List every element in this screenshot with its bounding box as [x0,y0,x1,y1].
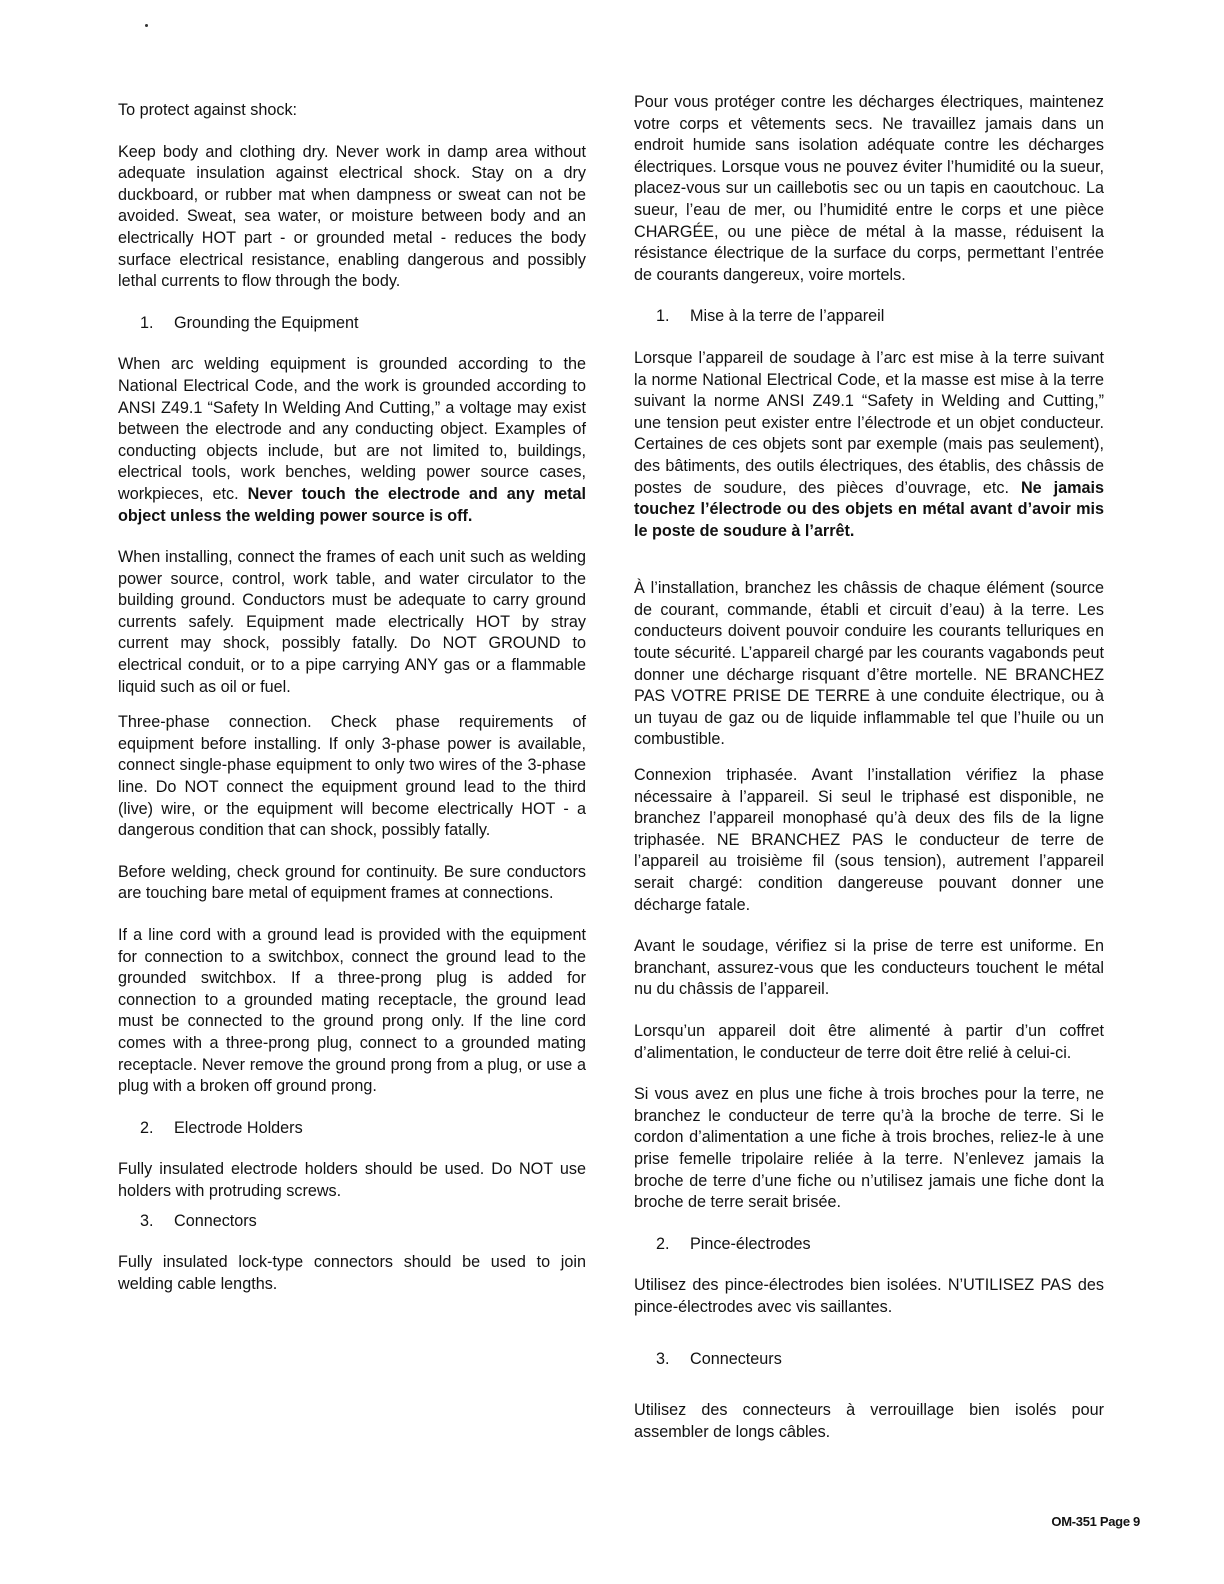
paragraph-three-phase: Three-phase connection. Check phase requirements of equipment before installing. If only 3-phase power is available, connect single-phase equipment to only two wires of the 3-phase line. Do NOT connect the equipment ground lead to the third (live) wire, or the equipment will become electrically HOT - a dangerous condition that can shock, possibly fatally. [118,713,586,840]
paragraph-installing: When installing, connect the frames of each unit such as welding power source, control, work table, and water circulator to the building ground. Conductors must be adequate to carry ground currents safely. Equipment made electrically HOT by stray current may shock, possibly fatally. Do NOT GROUND to electrical conduit, or to a pipe carrying ANY gas or a flammable liquid such as oil or fuel. [118,548,586,696]
section-number: 3. [656,1349,670,1368]
section-label: Electrode Holders [174,1118,303,1137]
paragraph-dry-fr: Pour vous protéger contre les décharges électriques, maintenez votre corps et vêtements secs. Ne travaillez jamais dans un endroit humide sans isolation adéquate contre les décharges électriques. Lorsque vous ne pouvez éviter l’humidité ou la sueur, placez-vous sur un caillebotis sec ou un tapis en caoutchouc. La sueur, l’eau de mer, ou l’humidité entre le corps et une pièce CHARGÉE, ou une pièce de métal à la masse, réduisent la résistance électrique de la surface du corps, permettant l’entrée de courants dangereux, voire mortels. [634,93,1104,284]
warning-text: Ne jamais touchez l’électrode ou des objets en métal avant d’avoir mis le poste de soudure à l’arrêt. [634,478,1104,540]
section-heading-grounding-fr [634,306,1104,328]
section-label: Mise à la terre de l’appareil [690,307,885,326]
section-label: Connecteurs [690,1349,782,1368]
section-number: 1. [656,307,670,326]
paragraph-holders: Fully insulated electrode holders should be used. Do NOT use holders with protruding screws. [118,1160,586,1200]
paragraph-three-phase-fr: Connexion triphasée. Avant l’installation vérifiez la phase nécessaire à l’appareil. Si seul le triphasé est disponible, ne branchez l’appareil monophasé qu’à deux des fils de la ligne triphasée. NE BRANCHEZ PAS le conducteur de terre de l’appareil au troisième fil (sous tension), autrement l’appareil serait chargé: condition dangereuse pouvant donner une décharge fatale. [634,766,1104,914]
section-label: Grounding the Equipment [174,313,359,332]
section-heading-electrode-holders [118,1118,586,1140]
paragraph-installing-fr: À l’installation, branchez les châssis de chaque élément (source de courant, commande, établi et circuit d’eau) à la terre. Les conducteurs doivent pouvoir conduire les courants telluriques en toute sécurité. L’appareil chargé par les courants vagabonds peut donner une décharge risquant d’être mortelle. NE BRANCHEZ PAS VOTRE PRISE DE TERRE à une conduite électrique, ou à un tuyau de gaz ou de liquide inflammable tel que l’huile ou un combustible. [634,579,1104,749]
paragraph-connectors-fr: Utilisez des connecteurs à verrouillage bien isolés pour assembler de longs câbles. [634,1401,1104,1441]
paragraph-fiche-fr: Si vous avez en plus une fiche à trois broches pour la terre, ne branchez le conducteur de terre qu’à la broche de terre. Si le cordon d’alimentation a une fiche à trois broches, reliez-le à une prise femelle tripolaire reliée à la terre. N’enlevez jamais la broche de terre d’une fiche ou n’utilisez jamais une fiche dont la broche de terre serait brisée. [634,1085,1104,1212]
english-column [118,100,586,1295]
paragraph-holders-fr: Utilisez des pince-électrodes bien isolées. N’UTILISEZ PAS des pince-électrodes avec vis saillantes. [634,1276,1104,1316]
section-heading-electrode-holders-fr [634,1234,1104,1256]
intro-text: To protect against shock: [118,101,298,119]
paragraph-grounding-fr [634,348,1104,542]
page-number: OM-351 Page 9 [1051,1514,1140,1529]
paragraph-coffret-fr: Lorsqu’un appareil doit être alimenté à partir d’un coffret d’alimentation, le conducteur de terre doit être relié à celui-ci. [634,1021,1104,1062]
section-heading-connectors-fr [634,1349,1104,1371]
section-label: Connectors [174,1211,257,1230]
scan-speck [145,24,148,27]
paragraph-grounding-text: Lorsque l’appareil de soudage à l’arc est mise à la terre suivant la norme National Electrical Code, et la masse est mise à la terre suivant la norme ANSI Z49.1 “Safety in Welding and Cutting,” une tension peut exister entre l’électrode et un objet conducteur. Certaines de ces objets sont par exemple (mais pas seulement), des bâtiments, des outils électriques, des établis, des châssis de postes de soudure, des pièces d’ouvrage, etc. [634,348,1104,497]
section-label: Pince-électrodes [690,1234,811,1253]
section-heading-grounding [118,313,586,335]
section-number: 1. [140,313,154,332]
french-column [634,92,1104,1443]
paragraph-grounding [118,354,586,527]
paragraph-grounding-text: When arc welding equipment is grounded according to the National Electrical Code, and the work is grounded according to ANSI Z49.1 “Safety In Welding And Cutting,” a voltage may exist between the electrode and any conducting object. Examples of conducting objects include, but are not limited to, buildings, electrical tools, work benches, welding power source cases, workpieces, etc. [118,355,586,503]
section-number: 3. [140,1211,154,1230]
warning-text: Never touch the electrode and any metal object unless the welding power source is off. [118,484,586,525]
section-heading-connectors [118,1211,586,1233]
paragraph-before-welding: Before welding, check ground for continuity. Be sure conductors are touching bare metal of equipment frames at connections. [118,862,586,903]
paragraph-dry: Keep body and clothing dry. Never work in damp area without adequate insulation against electrical shock. Stay on a dry duckboard, or rubber mat when dampness or sweat can not be avoided. Sweat, sea water, or moisture between body and an electrically HOT part - or grounded metal - reduces the body surface electrical resistance, enabling dangerous and possibly lethal currents to flow through the body. [118,142,586,291]
section-number: 2. [140,1118,154,1137]
section-number: 2. [656,1234,670,1253]
paragraph-line-cord: If a line cord with a ground lead is provided with the equipment for connection to a switchbox, connect the ground lead to the grounded switchbox. If a three-prong plug is added for connection to a grounded mating receptacle, the ground lead must be connected to the ground prong only. If the line cord comes with a three-prong plug, connect to a grounded mating receptacle. Never remove the ground prong from a plug, or use a plug with a broken off ground prong. [118,926,586,1096]
paragraph-before-welding-fr: Avant le soudage, vérifiez si la prise de terre est uniforme. En branchant, assurez-vous que les conducteurs touchent le métal nu du châssis de l’appareil. [634,937,1104,999]
paragraph-connectors: Fully insulated lock-type connectors should be used to join welding cable lengths. [118,1253,586,1293]
